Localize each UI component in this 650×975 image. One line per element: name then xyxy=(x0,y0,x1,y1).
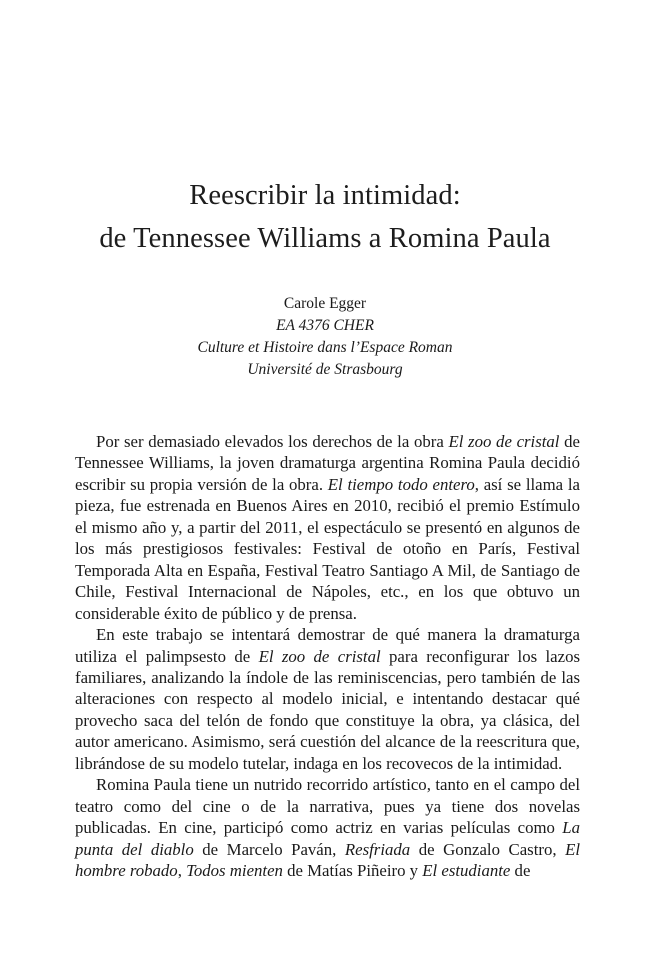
article-body xyxy=(75,431,580,882)
italic-title: La punta del diablo xyxy=(75,818,580,859)
text-run: En este trabajo se intentará demostrar de qué manera la dramaturga utiliza el palimpsesto de xyxy=(75,625,580,666)
text-run: de xyxy=(510,861,531,881)
paragraph xyxy=(75,774,580,881)
paragraph xyxy=(75,431,580,624)
text-run: , así se llama la pieza, fue estrenada en Buenos Aires en 2010, recibió el premio Estímulo el mismo año y, a partir del 2011, el espectáculo se presentó en algunos de los más prestigiosos festivales: Festival de otoño en París, Festival Temporada Alta en España, Festival Teatro Santiago A Mil, de Santiago de Chile, Festival Internacional de Nápoles, etc., en los que obtuvo un considerable éxito de público y de prensa. xyxy=(75,474,580,623)
text-run: de Tennessee Williams, la joven dramaturga argentina Romina Paula decidió escribir su propia versión de la obra. xyxy=(75,432,580,494)
author-name: Carole Egger xyxy=(283,295,367,312)
author-lab: EA 4376 CHER xyxy=(276,317,374,334)
article-title-line-2: de Tennessee Williams a Romina Paula xyxy=(99,223,551,254)
text-run: Romina Paula tiene un nutrido recorrido artístico, tanto en el campo del teatro como del cine o de la narrativa, pues ya tiene dos novelas publicadas. En cine, participó como actriz en varias películas como xyxy=(75,775,580,838)
article-title-line-1: Reescribir la intimidad: xyxy=(189,180,461,211)
paragraph xyxy=(75,624,580,774)
italic-title: El zoo de cristal xyxy=(448,432,560,451)
text-run: de Marcelo Paván, xyxy=(193,839,345,859)
italic-title: El tiempo todo entero xyxy=(327,474,475,494)
text-run: de Gonzalo Castro, xyxy=(410,839,566,859)
text-run: de Matías Piñeiro y xyxy=(282,861,423,881)
author-university: Université de Strasbourg xyxy=(247,361,403,378)
text-run: para reconfigurar los lazos familiares, analizando la índole de las reminiscencias, pero también de las alteraciones con respecto al modelo inicial, e intentando destacar qué provecho saca del telón de fondo que constituye la obra, ya clásica, del autor americano. Asimismo, será cuestión del alcance de la reescritura que, librándose de su modelo tutelar, indaga en los recovecos de la intimidad. xyxy=(75,646,580,773)
italic-title: El estudiante xyxy=(422,861,511,881)
text-run: Por ser demasiado elevados los derechos de la obra xyxy=(96,432,449,451)
italic-title: El zoo de cristal xyxy=(258,646,381,666)
text-run: , xyxy=(177,861,187,881)
italic-title: Todos mienten xyxy=(186,861,283,881)
author-unit: Culture et Histoire dans l’Espace Roman xyxy=(197,339,453,356)
italic-title: Resfriada xyxy=(344,839,411,859)
italic-title: El hombre robado xyxy=(75,839,581,881)
